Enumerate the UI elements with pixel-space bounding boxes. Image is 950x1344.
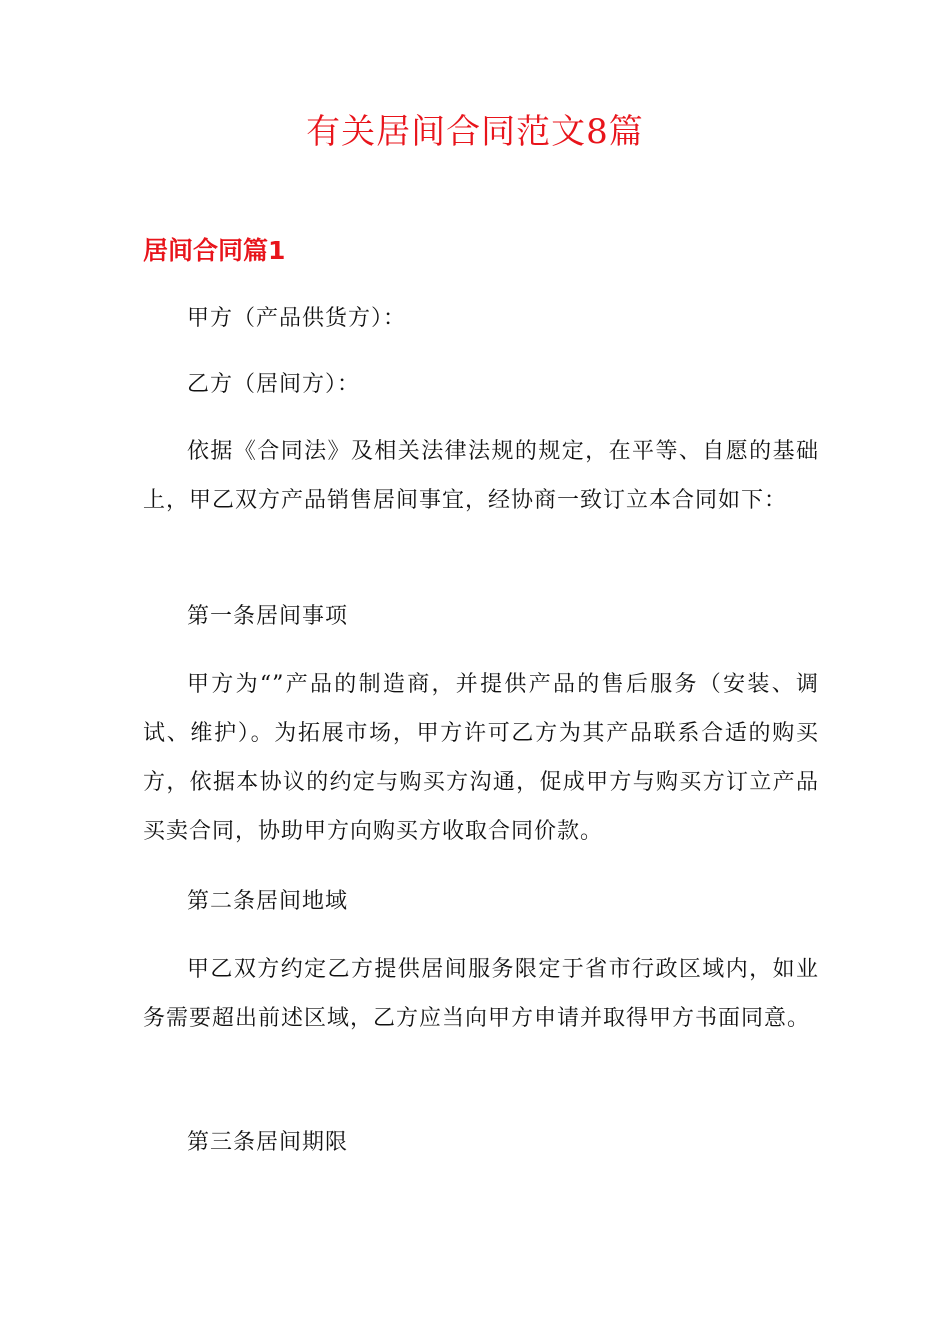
paragraph-article-2-body: 甲乙双方约定乙方提供居间服务限定于省市行政区域内，如业务需要超出前述区域，乙方应当向甲方申请并取得甲方书面同意。 — [143, 957, 819, 1031]
paragraph-article-3-heading: 第三条居间期限 — [187, 1130, 349, 1155]
paragraph-party-a: 甲方（产品供货方）： — [187, 306, 407, 331]
paragraph-article-1-heading: 第一条居间事项 — [187, 604, 349, 629]
document-title: 有关居间合同范文8篇 — [306, 112, 644, 152]
paragraph-party-b: 乙方（居间方）： — [187, 372, 361, 397]
section-heading: 居间合同篇1 — [143, 236, 286, 265]
paragraph-article-1-body: 甲方为“”产品的制造商，并提供产品的售后服务（安装、调试、维护）。为拓展市场，甲方许可乙方为其产品联系合适的购买方，依据本协议的约定与购买方沟通，促成甲方与购买方订立产品买卖合同，协助甲方向购买方收取合同价款。 — [143, 672, 819, 844]
paragraph-preamble: 依据《合同法》及相关法律法规的规定，在平等、自愿的基础上，甲乙双方产品销售居间事宜，经协商一致订立本合同如下： — [143, 439, 819, 513]
paragraph-article-2-heading: 第二条居间地域 — [187, 889, 349, 914]
